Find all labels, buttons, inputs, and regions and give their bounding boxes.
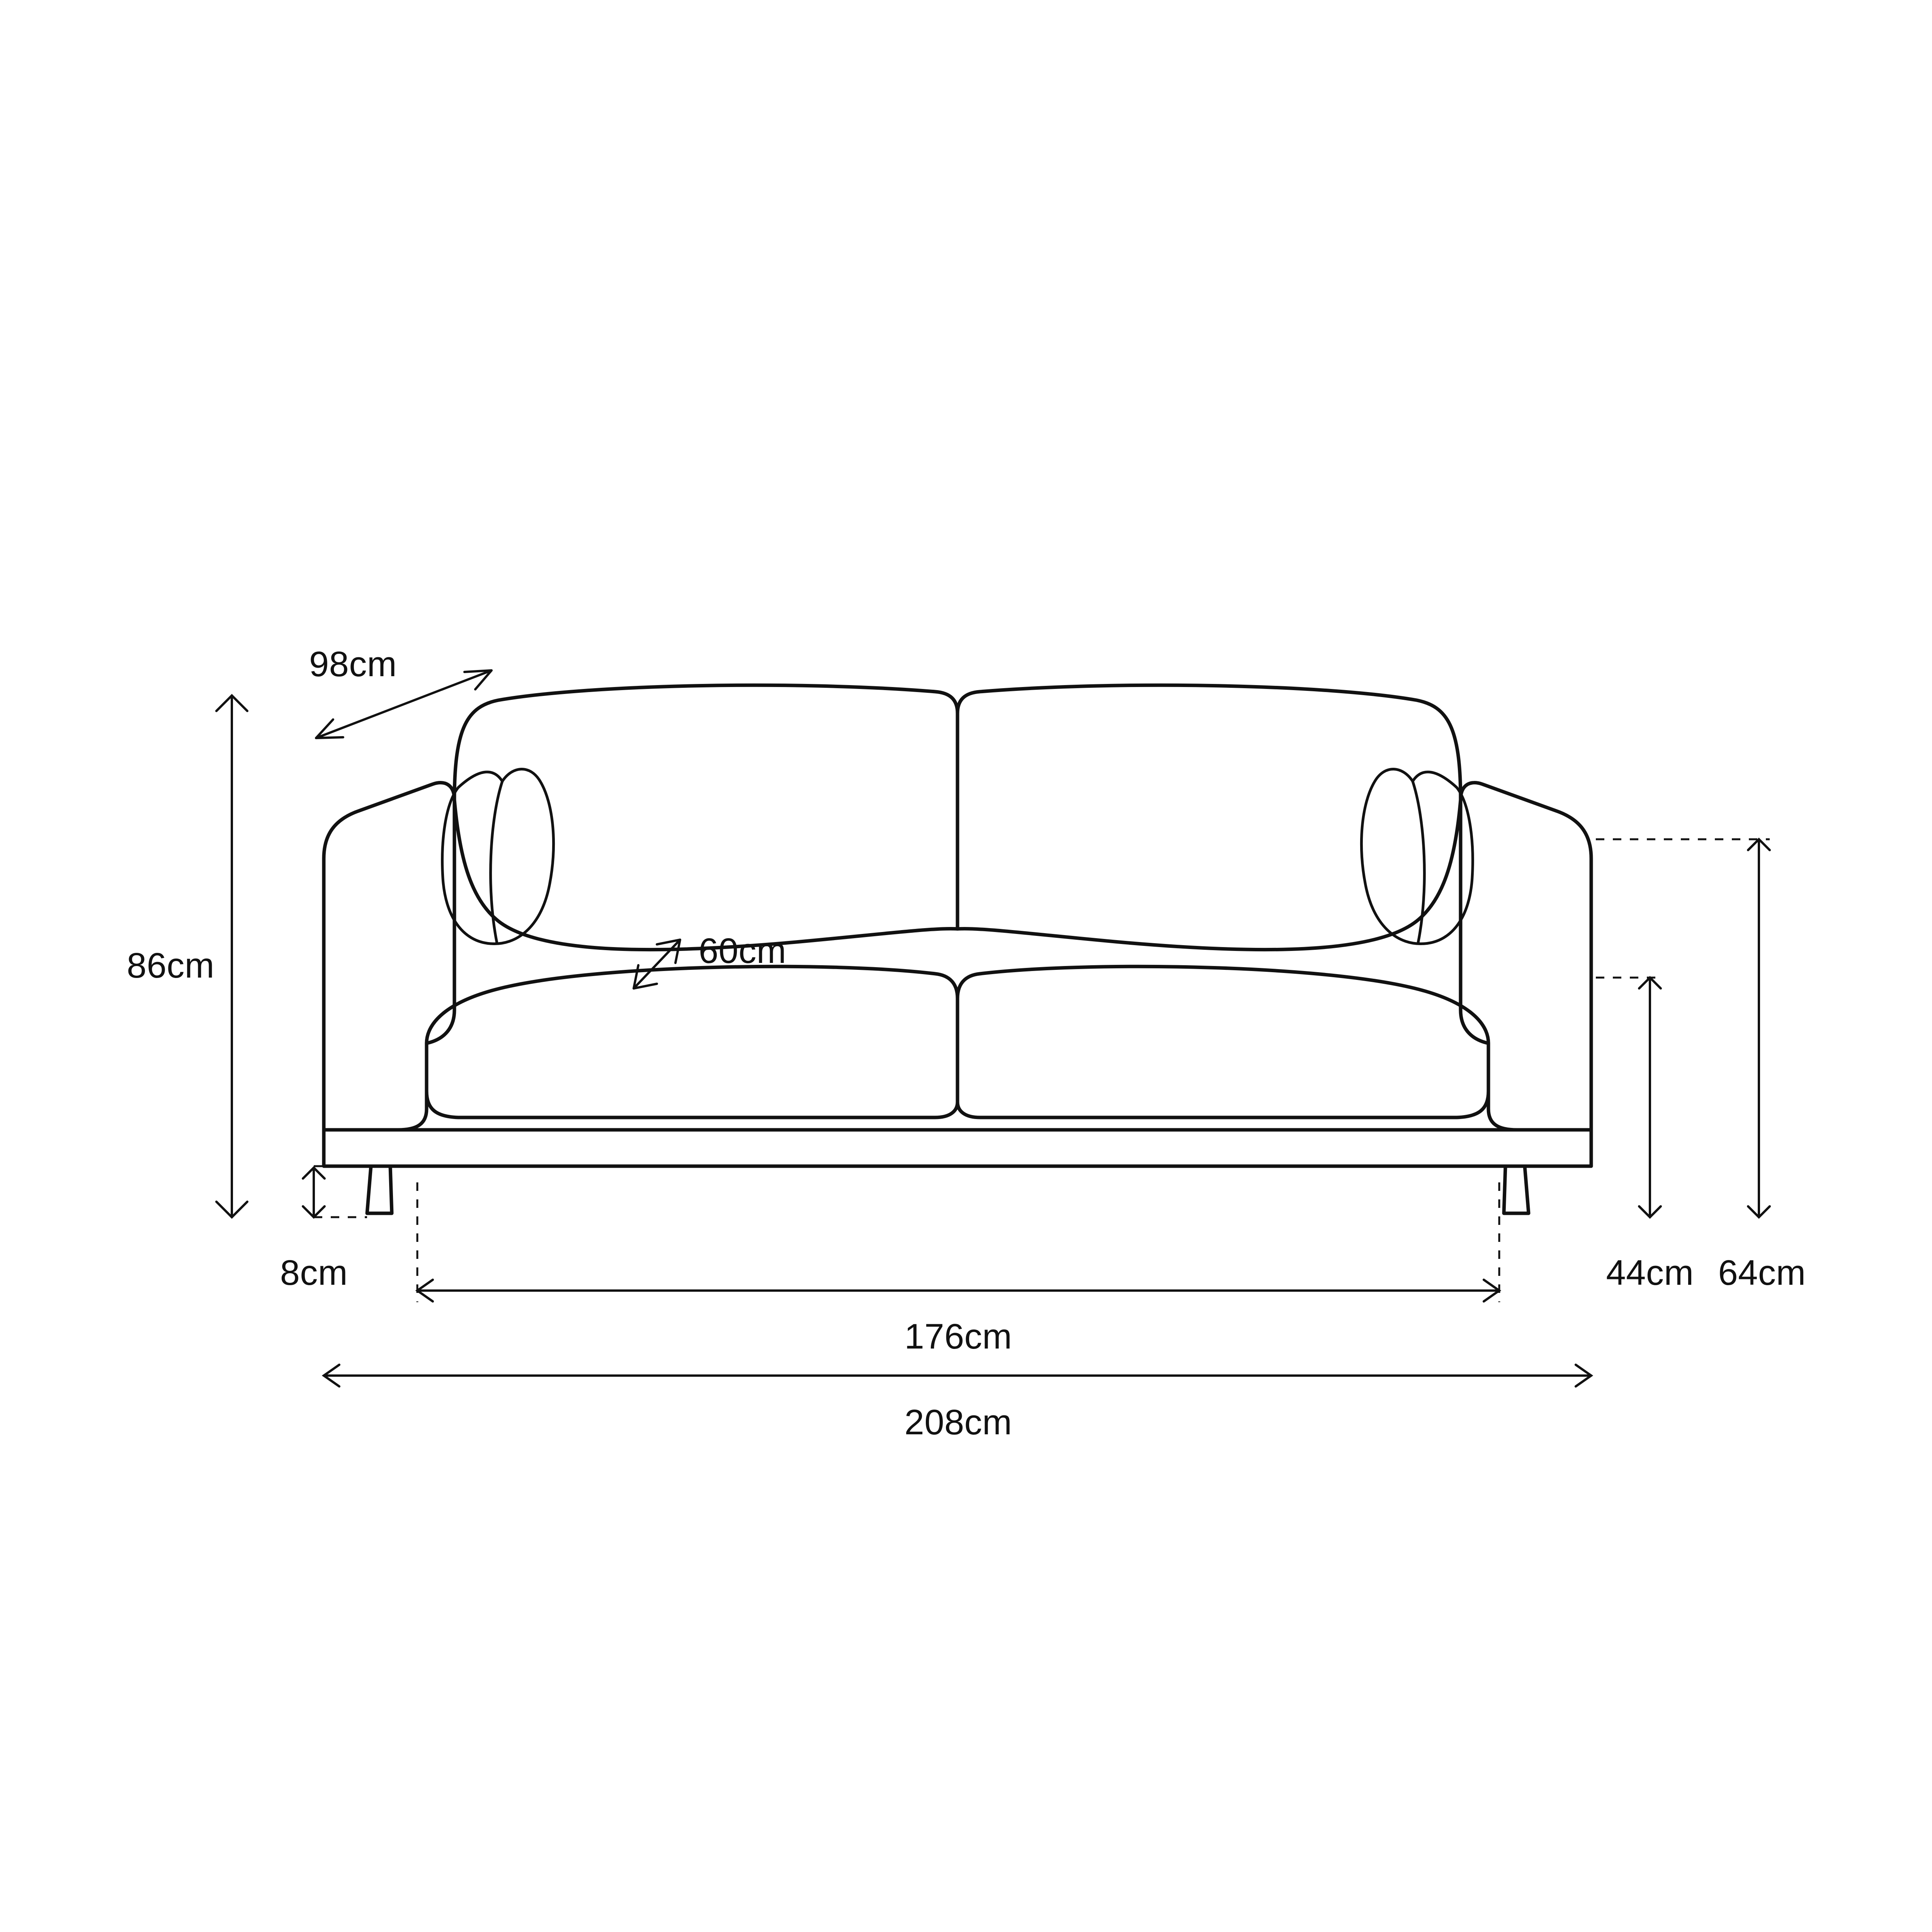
left-arm-outline: [324, 783, 454, 1166]
seat-depth-dimension-line: [634, 940, 680, 988]
sofa-base-outline-right: [1488, 1091, 1529, 1130]
seat-cushion-right-outline: [957, 966, 1488, 1043]
label-depth: 98cm: [309, 645, 397, 684]
sofa-base-outline: [386, 1091, 427, 1130]
back-cushion-left-outline: [454, 685, 957, 929]
label-seat-height: 44cm: [1606, 1253, 1694, 1293]
label-leg-height: 8cm: [280, 1253, 348, 1293]
right-leg: [1504, 1166, 1529, 1213]
label-arm-height: 64cm: [1718, 1253, 1806, 1293]
left-leg: [367, 1166, 392, 1213]
sofa-outline-group: [324, 685, 1591, 1213]
label-seat-depth: 60cm: [699, 931, 786, 971]
right-arm-outline: [1461, 783, 1591, 1166]
label-height: 86cm: [127, 946, 214, 985]
seat-front-right-outline: [957, 1043, 1488, 1117]
seat-front-left-outline: [427, 1043, 957, 1117]
label-inner-width: 176cm: [904, 1317, 1012, 1356]
seat-cushion-left-outline: [427, 966, 957, 1102]
back-cushion-right-outline: [957, 685, 1461, 800]
dimension-labels-group: [127, 645, 1806, 1442]
label-overall-width: 208cm: [904, 1403, 1012, 1442]
